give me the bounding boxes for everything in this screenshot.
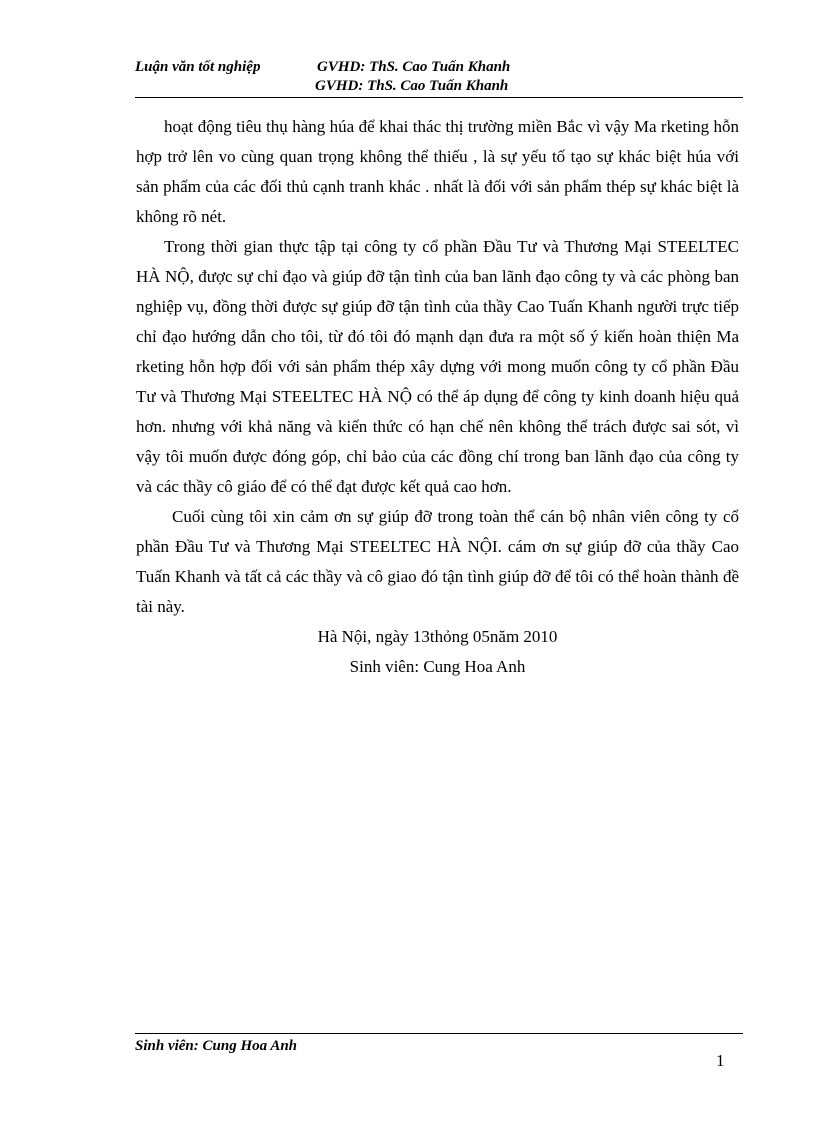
date-line: Hà Nội, ngày 13thỏng 05năm 2010	[317, 627, 558, 646]
paragraph-1: hoạt động tiêu thụ hàng húa để khai thác thị trường miền Bắc vì vậy Ma rketing hỗn hợp trở lên vo cùng quan trọng không thể thiếu , là sự yếu tố tạo sự khác biệt húa với sản phẩm của các đối thủ cạnh tranh khác . nhất là đối với sản phẩm thép sự khác biệt là không rõ nét.	[136, 117, 739, 226]
signature-line: Sinh viên: Cung Hoa Anh	[349, 657, 526, 676]
footer-student-label: Sinh viên: Cung Hoa Anh	[135, 1038, 298, 1054]
header-divider	[135, 97, 743, 98]
supervisor-line-2: GVHD: ThS. Cao Tuấn Khanh	[315, 78, 509, 94]
paragraph-2: Trong thời gian thực tập tại công ty cổ phần Đầu Tư và Thương Mại STEELTEC HÀ NỘ, được sự chỉ đạo và giúp đỡ tận tình của ban lãnh đạo công ty và các phòng ban nghiệp vụ, đồng thời được sự giúp đỡ tận tình của thầy Cao Tuấn Khanh người trực tiếp chỉ đạo hướng dẫn cho tôi, từ đó tôi đó mạnh dạn đưa ra một số ý kiến hoàn thiện Ma rketing hỗn hợp đối với sản phẩm thép xây dựng với mong muốn công ty cổ phần Đầu Tư và Thương Mại STEELTEC HÀ NỘ có thể áp dụng để công ty kinh doanh hiệu quả hơn. nhưng với khả năng và kiến thức có hạn chế nên không thể trách được sai sót, vì vậy tôi muốn được đóng góp, chỉ bảo của các đồng chí trong ban lãnh đạo của công ty và các thầy cô giáo để có thể đạt được kết quả cao hơn.	[136, 237, 739, 496]
document-body	[136, 112, 739, 682]
thesis-label: Luận văn tốt nghiệp	[135, 59, 261, 75]
page-number: 1	[716, 1051, 725, 1070]
paragraph-3: Cuối cùng tôi xin cảm ơn sự giúp đỡ trong toàn thể cán bộ nhân viên công ty cổ phần Đầu Tư và Thương Mại STEELTEC HÀ NỘI. cám ơn sự giúp đỡ của thầy Cao Tuấn Khanh và tất cả các thầy và cô giao đó tận tình giúp đỡ để tôi có thể hoàn thành đề tài này.	[136, 507, 739, 616]
supervisor-line-1: GVHD: ThS. Cao Tuấn Khanh	[317, 59, 511, 75]
footer-divider	[135, 1033, 743, 1034]
page-header	[135, 58, 743, 98]
